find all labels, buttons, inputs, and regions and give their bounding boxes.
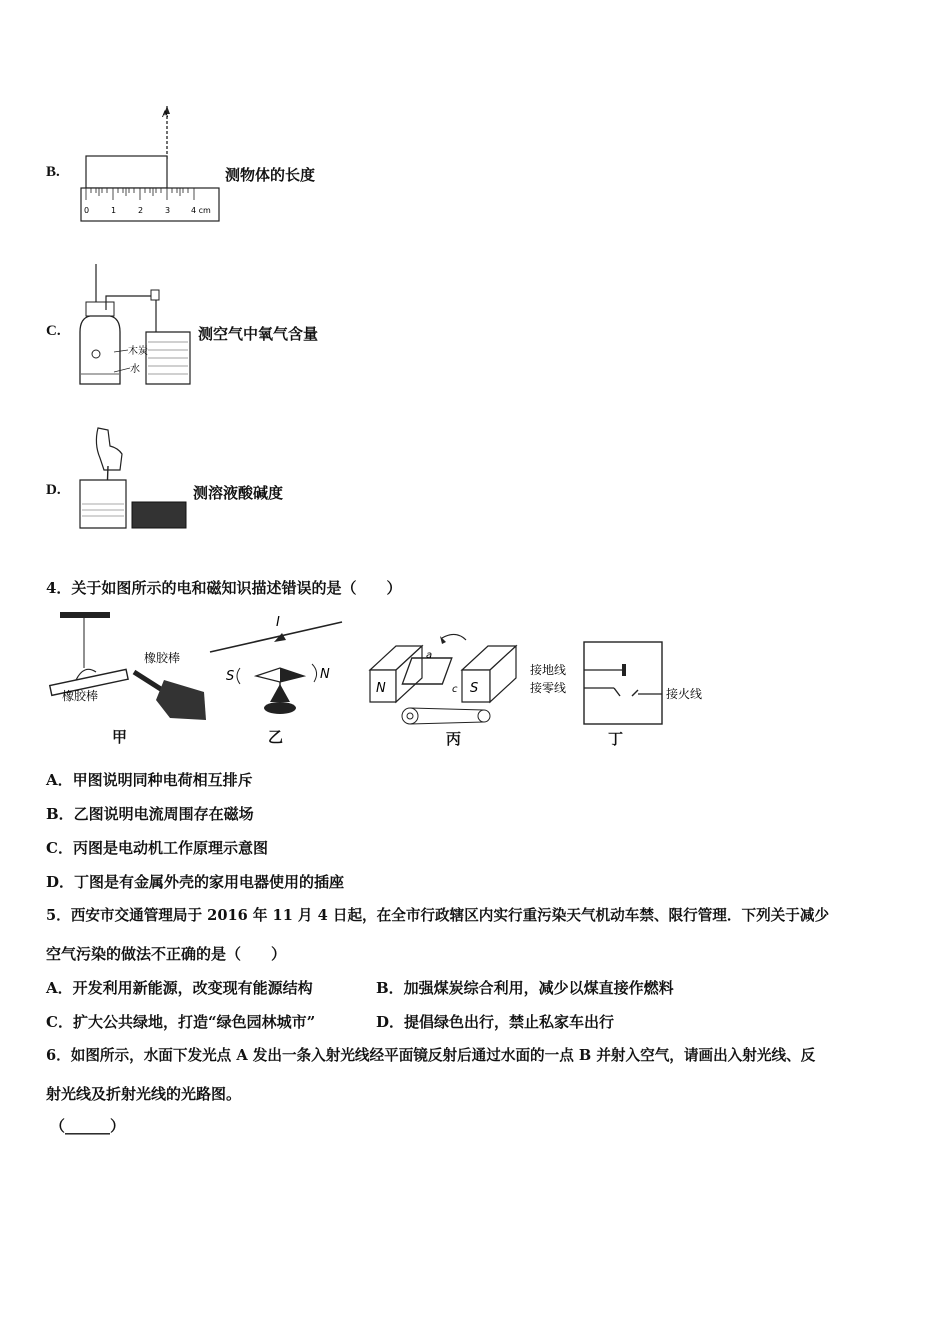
charcoal-label: 木炭: [128, 346, 148, 357]
bing-c-label: c: [452, 684, 458, 695]
q5-option-a: A．开发利用新能源，改变现有能源结构: [46, 979, 313, 997]
bing-a-label: a: [426, 650, 433, 661]
yi-south-label: S: [226, 669, 235, 684]
jia-rod-label-1: 橡胶棒: [144, 651, 181, 665]
fig-ding-caption: 丁: [608, 730, 624, 748]
q5-stem-line2: 空气污染的做法不正确的是（ ）: [46, 945, 287, 963]
fig-jia-charged-rods: [46, 608, 208, 724]
q5-option-d: D．提倡绿色出行，禁止私家车出行: [376, 1013, 615, 1031]
ding-live-label: 接火线: [666, 687, 703, 701]
ding-neutral-label: 接零线: [530, 681, 567, 695]
jia-rod-label-2: 橡胶棒: [62, 689, 99, 703]
ding-ground-label: 接地线: [530, 663, 567, 677]
ruler-tick-4: 4 cm: [191, 206, 211, 215]
fig-bing-motor: [366, 630, 522, 732]
q4-option-a: A．甲图说明同种电荷相互排斥: [46, 771, 253, 789]
ruler-tick-0: 0: [84, 206, 90, 215]
fig-yi-caption: 乙: [268, 728, 284, 746]
option-d-caption: 测溶液酸碱度: [193, 484, 284, 502]
arrow-label: A: [162, 110, 169, 120]
option-b-label: B.: [46, 164, 60, 180]
ruler-tick-1: 1: [111, 206, 117, 215]
option-d-label: D.: [46, 482, 61, 498]
fig-bing-caption: 丙: [446, 730, 462, 748]
yi-current-label: I: [276, 615, 280, 630]
ph-test-figure: [74, 424, 190, 534]
ruler-figure: [78, 104, 223, 226]
q6-answer-blank[interactable]: （______）: [50, 1117, 126, 1135]
bing-n-label: N: [376, 681, 386, 696]
fig-ding-socket: [528, 640, 703, 726]
water-label: 水: [130, 364, 140, 375]
q5-option-c: C．扩大公共绿地，打造“绿色园林城市”: [46, 1013, 316, 1031]
ruler-tick-3: 3: [165, 206, 171, 215]
yi-north-label: N: [320, 667, 330, 682]
q4-option-c: C．丙图是电动机工作原理示意图: [46, 839, 268, 857]
bing-s-label: S: [470, 681, 479, 696]
q4-option-b: B．乙图说明电流周围存在磁场: [46, 805, 254, 823]
ruler-tick-2: 2: [138, 206, 144, 215]
q6-stem-line2: 射光线及折射光线的光路图。: [46, 1085, 242, 1103]
fig-yi-oersted: [208, 608, 348, 724]
q6-stem-line1: 6．如图所示，水面下发光点 A 发出一条入射光线经平面镜反射后通过水面的一点 B 并射入空气，请画出入射光线、反: [46, 1047, 816, 1064]
oxygen-apparatus-figure: [74, 262, 200, 390]
q4-option-d: D．丁图是有金属外壳的家用电器使用的插座: [46, 873, 345, 891]
q5-option-b: B．加强煤炭综合利用，减少以煤直接作燃料: [376, 979, 674, 997]
option-b-caption: 测物体的长度: [225, 166, 316, 184]
option-c-label: C.: [46, 323, 61, 339]
option-c-caption: 测空气中氧气含量: [198, 325, 319, 343]
q5-stem-line1: 5．西安市交通管理局于 2016 年 11 月 4 日起，在全市行政辖区内实行重污染天气机动车禁、限行管理．下列关于减少: [46, 907, 830, 924]
fig-jia-caption: 甲: [112, 728, 128, 746]
q4-stem: 4．关于如图所示的电和磁知识描述错误的是（ ）: [46, 579, 402, 597]
